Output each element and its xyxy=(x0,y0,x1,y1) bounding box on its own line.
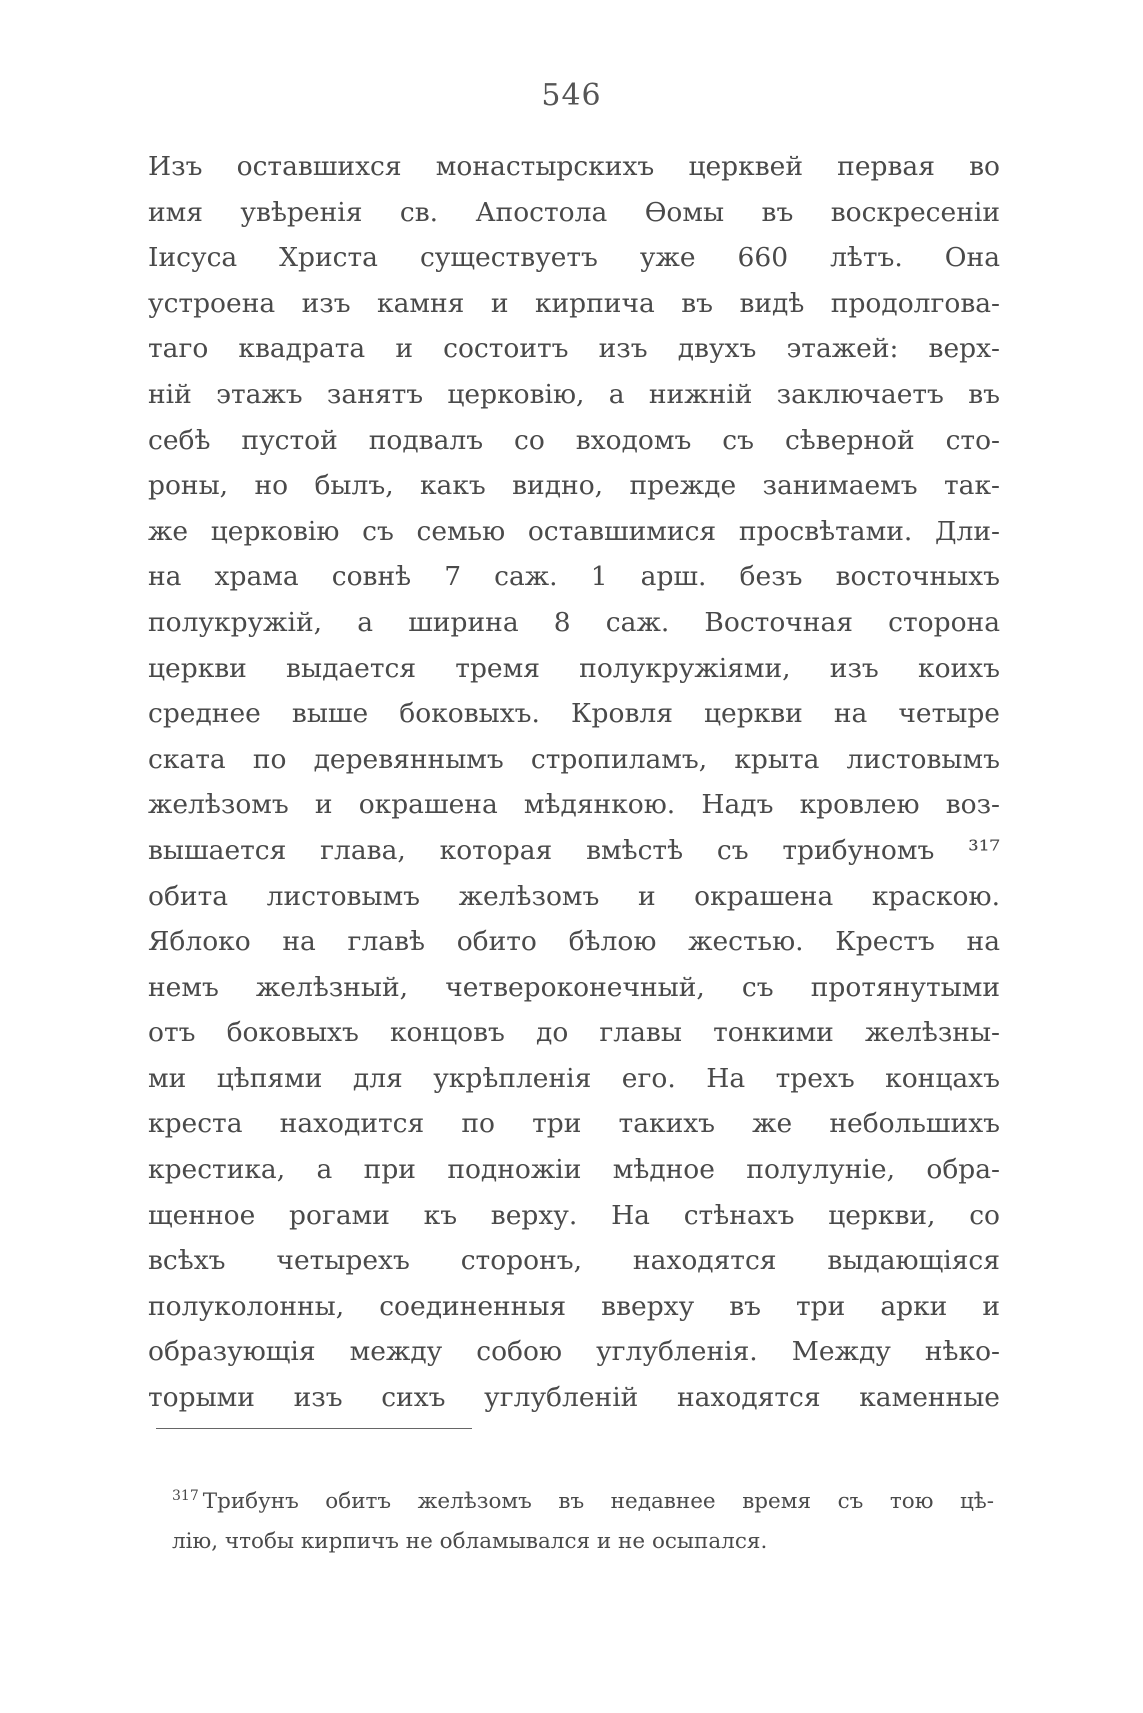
text-line: креста находится по три такихъ же небольшихъ xyxy=(148,1108,1000,1140)
text-line: же церковію съ семью оставшимися просвѣтами. Дли- xyxy=(148,515,1000,547)
text-line: полуколонны, соединенныя вверху въ три арки и xyxy=(148,1290,1000,1322)
text-line: себѣ пустой подвалъ со входомъ съ сѣверной сто- xyxy=(148,424,1000,456)
text-line: роны, но былъ, какъ видно, прежде занимаемъ так- xyxy=(148,470,1000,502)
text-line: ската по деревяннымъ стропиламъ, крыта листовымъ xyxy=(148,743,1000,775)
text-line: Изъ оставшихся монастырскихъ церквей первая во xyxy=(148,151,1000,182)
text-line: отъ боковыхъ концовъ до главы тонкими желѣзны- xyxy=(148,1017,1000,1049)
text-line: среднее выше боковыхъ. Кровля церкви на четыре xyxy=(148,698,1000,730)
text-line: всѣхъ четырехъ сторонъ, находятся выдающіяся xyxy=(148,1245,1000,1277)
text-line: ми цѣпями для укрѣпленія его. На трехъ концахъ xyxy=(148,1062,1000,1094)
text-line: немъ желѣзный, четвероконечный, съ протянутыми xyxy=(148,971,1000,1003)
text-line: щенное рогами къ верху. На стѣнахъ церкви, со xyxy=(148,1199,1000,1231)
text-line: образующія между собою углубленія. Между нѣко- xyxy=(148,1336,1000,1368)
footnote-marker: 317 xyxy=(172,1487,199,1504)
page-number: 546 xyxy=(541,78,602,113)
text-line: церкви выдается тремя полукружіями, изъ коихъ xyxy=(148,652,1000,684)
text-line: на храма совнѣ 7 саж. 1 арш. безъ восточныхъ xyxy=(148,561,1000,593)
text-line: полукружій, а ширина 8 саж. Восточная сторона xyxy=(148,606,1000,638)
text-line: Яблоко на главѣ обито бѣлою жестью. Крестъ на xyxy=(148,926,1000,958)
footnote-divider xyxy=(156,1428,472,1429)
text-line: устроена изъ камня и кирпича въ видѣ продолговa- xyxy=(148,287,1000,319)
text-line: обита листовымъ желѣзомъ и окрашена краскою. xyxy=(148,880,1000,912)
text-line: желѣзомъ и окрашена мѣдянкою. Надъ кровлею воз- xyxy=(148,789,1000,821)
text-line: имя увѣренія св. Апостола Ѳомы въ воскресеніи xyxy=(148,196,1000,228)
text-line: таго квадрата и состоитъ изъ двухъ этажей: верх- xyxy=(148,333,1000,365)
text-line: вышается глава, которая вмѣстѣ съ трибуномъ ³¹⁷ xyxy=(148,834,1000,866)
footnote-text: Трибунъ обитъ желѣзомъ въ недавнее время съ тою цѣ- xyxy=(202,1489,994,1514)
footnote-block xyxy=(172,1482,994,1562)
text-line: ній этажъ занятъ церковію, а нижній заключаетъ въ xyxy=(148,378,1000,410)
footnote-line: лію, чтобы кирпичъ не обламывался и не осыпался. xyxy=(172,1529,768,1554)
footnote-line xyxy=(172,1482,994,1522)
text-line: крестика, а при подножіи мѣдное полулуніе, обра- xyxy=(148,1154,1000,1186)
main-text xyxy=(148,144,1000,1421)
text-line: торыми изъ сихъ углубленій находятся каменные xyxy=(148,1382,1000,1414)
text-line: Іисуса Христа существуетъ уже 660 лѣтъ. Она xyxy=(148,242,1000,274)
